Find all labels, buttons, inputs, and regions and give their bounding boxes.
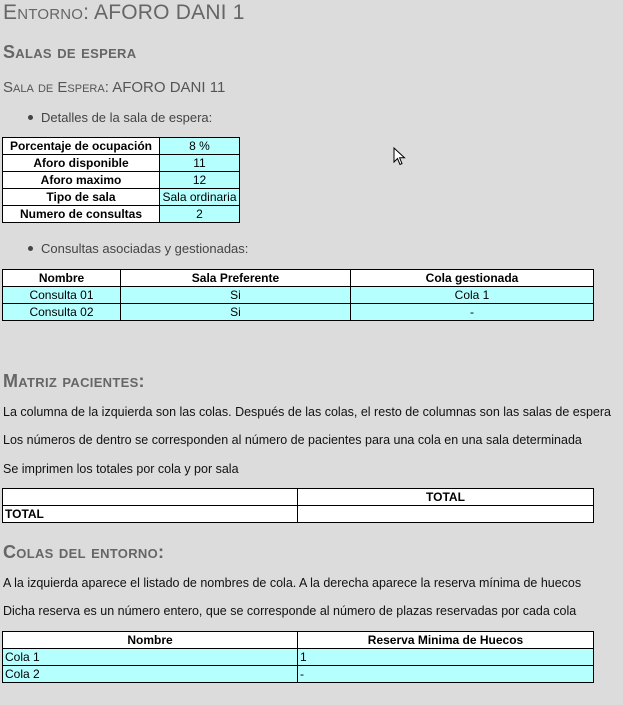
details-bullet <box>28 110 212 125</box>
environment-title: Entorno: AFORO DANI 1 <box>3 1 245 24</box>
column-header: Cola gestionada <box>351 270 594 287</box>
row-header: TOTAL <box>3 506 298 523</box>
waiting-room-title: Sala de Espera: AFORO DANI 11 <box>3 79 226 96</box>
table-cell <box>298 506 594 523</box>
column-header: Nombre <box>3 270 121 287</box>
table-header-row <box>3 270 594 287</box>
table-row <box>3 138 240 155</box>
column-header <box>3 489 298 506</box>
bullet-dot <box>28 246 33 251</box>
table-row <box>3 649 594 666</box>
table-row <box>3 287 594 304</box>
waiting-rooms-heading: Salas de espera <box>3 42 137 62</box>
mouse-cursor-icon <box>393 147 407 167</box>
queues-paragraph-2: Dicha reserva es un número entero, que se corresponde al número de plazas reservadas por cada cola <box>3 604 577 618</box>
queues-paragraph-1: A la izquierda aparece el listado de nombres de cola. A la derecha aparece la reserva mínima de huecos <box>3 576 582 590</box>
details-bullet-text: Detalles de la sala de espera: <box>41 110 213 125</box>
table-row <box>3 506 594 523</box>
matrix-paragraph-3: Se imprimen los totales por cola y por sala <box>3 462 239 476</box>
table-cell: - <box>351 304 594 321</box>
waiting-room-details-table <box>2 137 240 223</box>
table-row <box>3 155 240 172</box>
table-cell: Si <box>121 304 351 321</box>
table-cell: Consulta 01 <box>3 287 121 304</box>
table-row <box>3 206 240 223</box>
patients-matrix-table <box>2 488 594 523</box>
column-header: Nombre <box>3 632 298 649</box>
table-row <box>3 304 594 321</box>
detail-value: 11 <box>160 155 240 172</box>
table-cell: 1 <box>298 649 594 666</box>
detail-label: Tipo de sala <box>3 189 160 206</box>
bullet-dot <box>28 115 33 120</box>
table-row <box>3 172 240 189</box>
consults-table <box>2 269 594 321</box>
detail-value: 12 <box>160 172 240 189</box>
detail-value: 8 % <box>160 138 240 155</box>
consults-bullet-text: Consultas asociadas y gestionadas: <box>41 241 249 256</box>
table-cell: Cola 1 <box>3 649 298 666</box>
detail-label: Porcentaje de ocupación <box>3 138 160 155</box>
table-cell: - <box>298 666 594 683</box>
detail-label: Aforo disponible <box>3 155 160 172</box>
column-header: Sala Preferente <box>121 270 351 287</box>
matrix-paragraph-2: Los números de dentro se corresponden al número de pacientes para una cola en una sala determinada <box>3 433 582 447</box>
detail-value: 2 <box>160 206 240 223</box>
table-header-row <box>3 489 594 506</box>
consults-bullet <box>28 241 248 256</box>
queues-heading: Colas del entorno: <box>3 542 165 562</box>
table-cell: Cola 1 <box>351 287 594 304</box>
table-header-row <box>3 632 594 649</box>
column-header: Reserva Minima de Huecos <box>298 632 594 649</box>
matrix-paragraph-1: La columna de la izquierda son las colas. Después de las colas, el resto de columnas son las salas de espera <box>3 405 611 419</box>
column-header: TOTAL <box>298 489 594 506</box>
table-row <box>3 666 594 683</box>
matrix-heading: Matriz pacientes: <box>3 371 145 391</box>
table-cell: Consulta 02 <box>3 304 121 321</box>
detail-label: Numero de consultas <box>3 206 160 223</box>
table-cell: Cola 2 <box>3 666 298 683</box>
detail-value: Sala ordinaria <box>160 189 240 206</box>
table-cell: Si <box>121 287 351 304</box>
queues-table <box>2 631 594 683</box>
table-row <box>3 189 240 206</box>
detail-label: Aforo maximo <box>3 172 160 189</box>
